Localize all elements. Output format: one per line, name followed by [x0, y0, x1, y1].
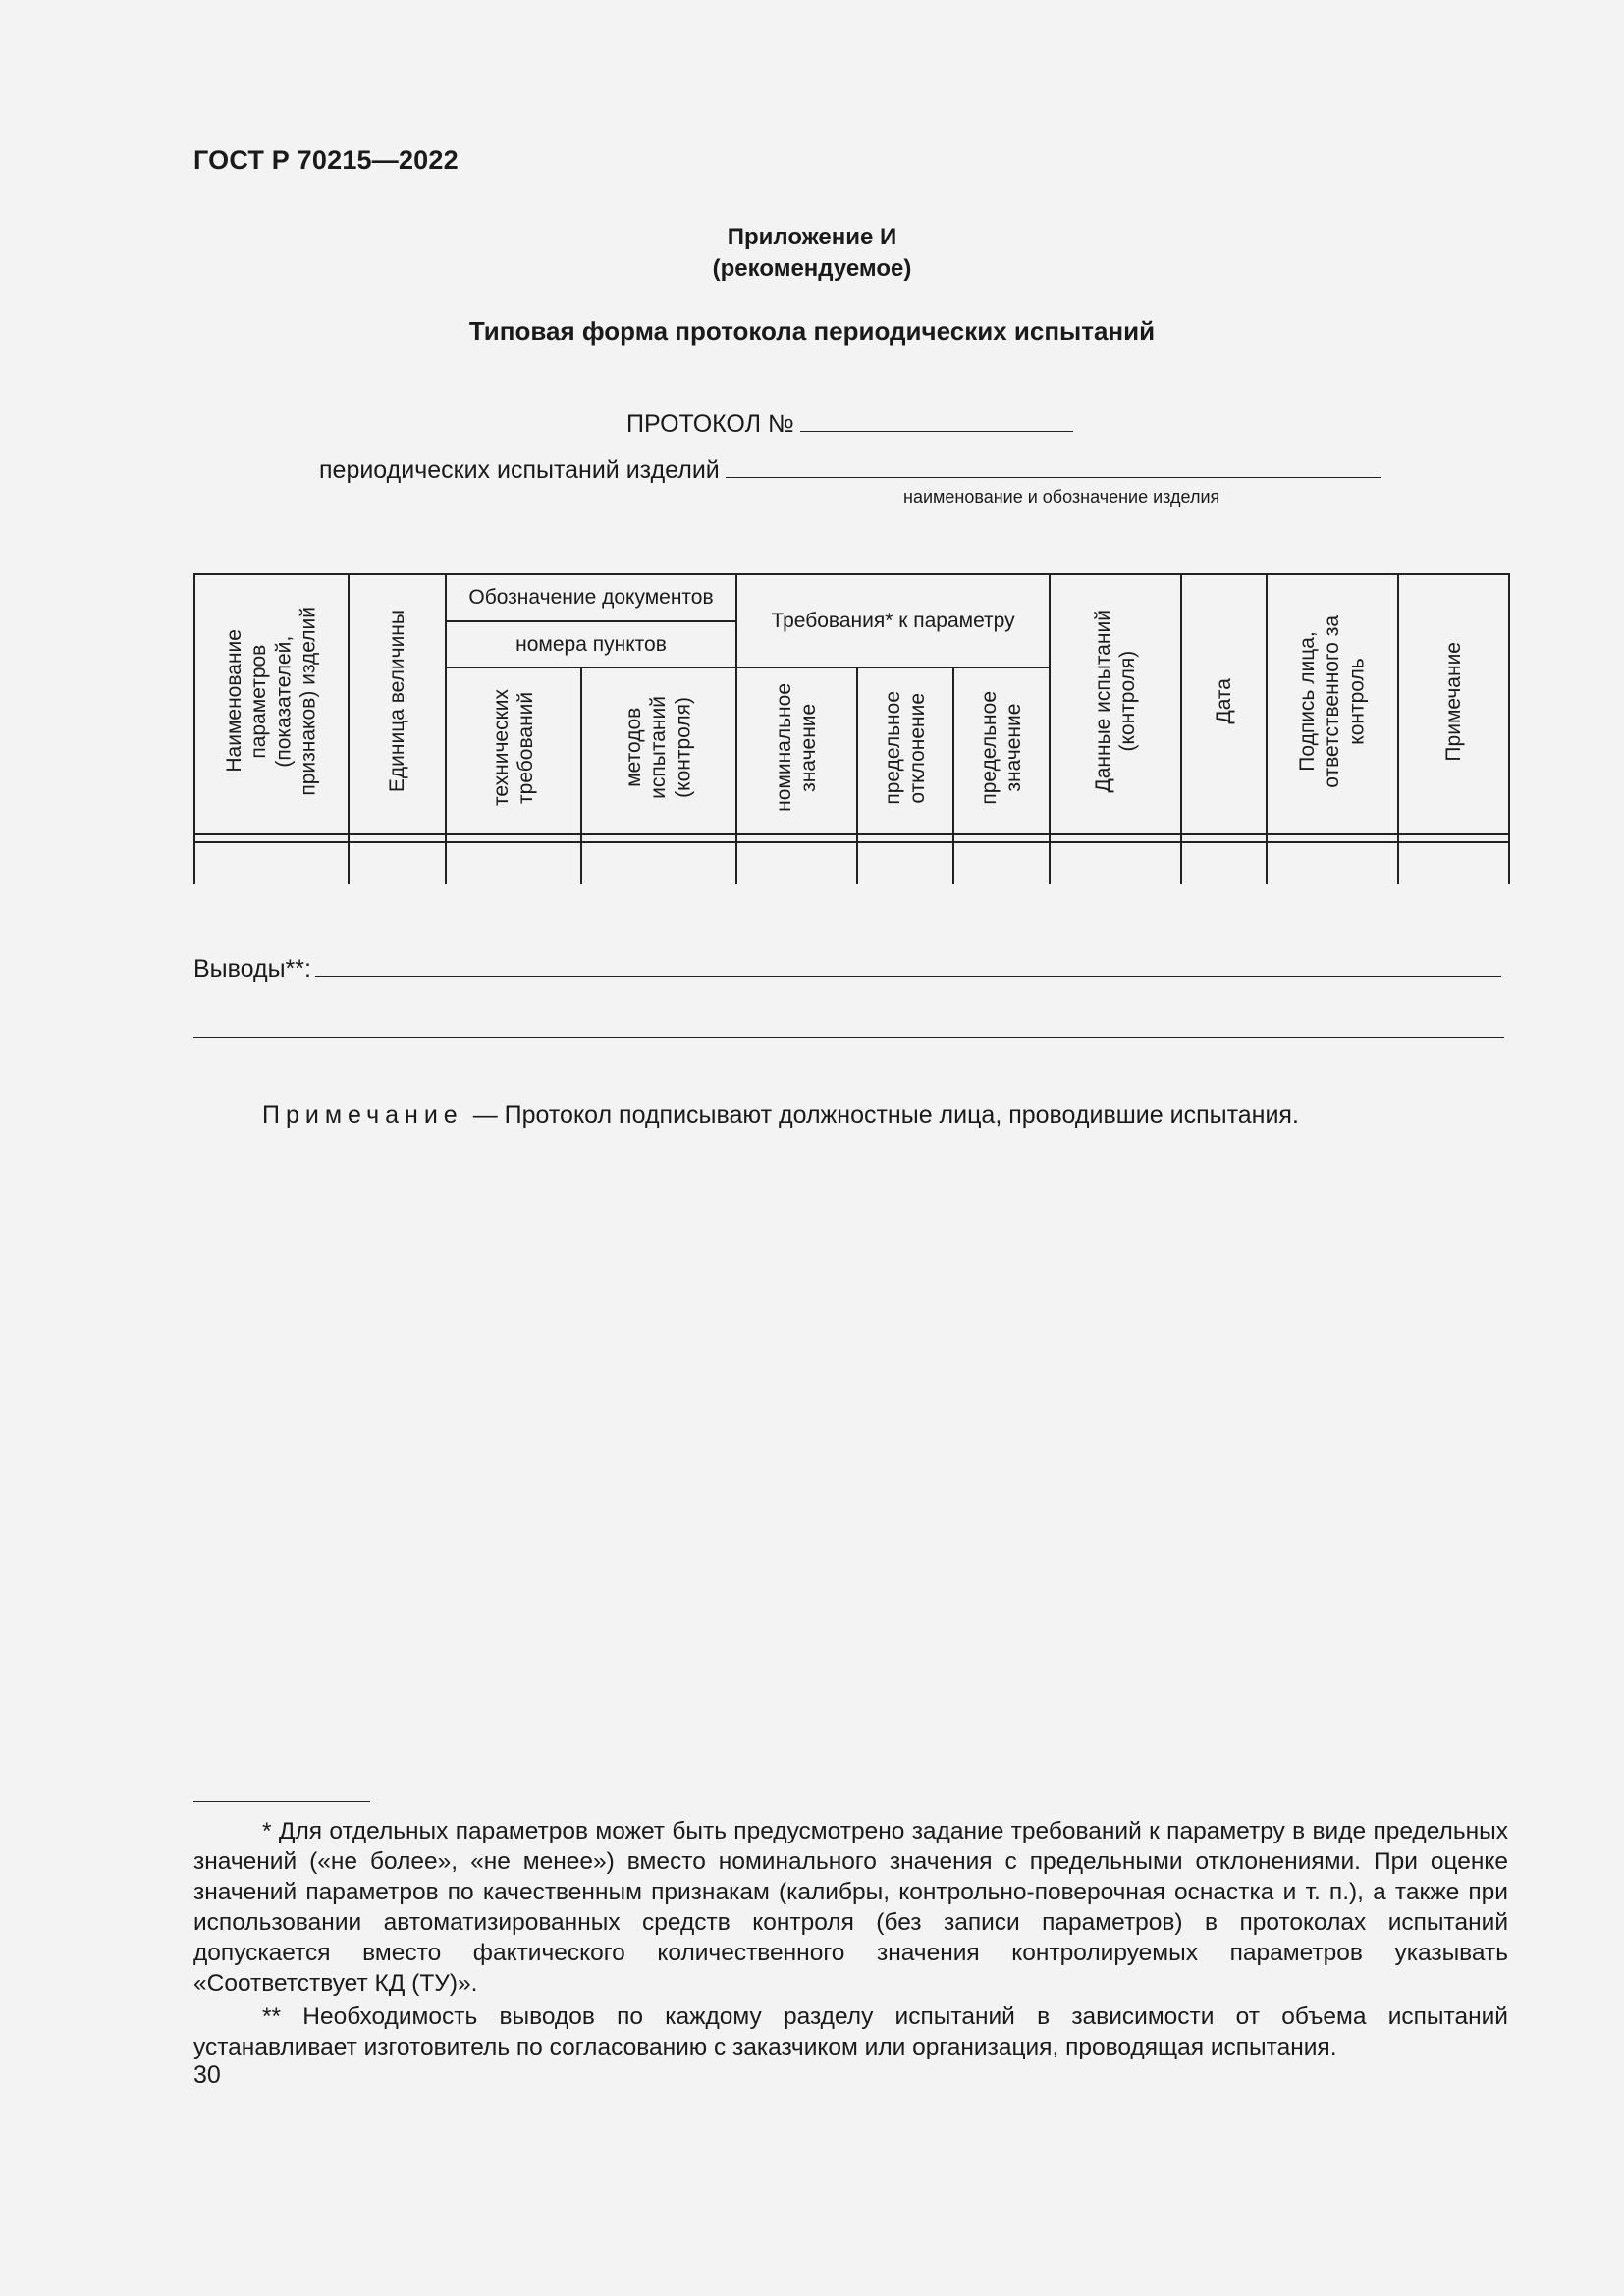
header-signature: Подпись лица, ответственного за контроль — [1267, 574, 1398, 834]
table-cell[interactable] — [857, 842, 953, 884]
protocol-number-line — [626, 410, 1073, 439]
conclusions-label: Выводы**: — [193, 955, 311, 983]
protocol-label: ПРОТОКОЛ № — [626, 410, 794, 438]
header-limit-value: предельное значение — [953, 667, 1050, 834]
product-caption: наименование и обозначение изделия — [903, 487, 1220, 507]
header-requirements: Требования* к параметру — [736, 574, 1050, 667]
table-cell[interactable] — [953, 842, 1050, 884]
table-cell[interactable] — [1267, 842, 1398, 884]
header-separator — [194, 834, 1509, 842]
header-tech-requirements: технических требований — [446, 667, 581, 834]
header-unit: Единица величины — [349, 574, 446, 834]
note — [262, 1101, 1299, 1130]
conclusions-blank-2[interactable] — [193, 1037, 1504, 1038]
table-cell[interactable] — [446, 842, 581, 884]
footnote-first: * Для отдельных параметров может быть предусмотрено задание требований к параметру в виде предельных значений («не более», «не менее») вместо номинального значения с предельными отклонениями. При оценке значений параметров по качественным признакам (калибры, контрольно-поверочная оснастка и т. п.), а также при использовании автоматизированных средств контроля (без записи параметров) в протоколах испытаний допускается вместо фактического количественного значения контролируемых параметров указывать «Соответствует КД (ТУ)». — [193, 1818, 1508, 1997]
page-number: 30 — [193, 2061, 221, 2089]
table-cell[interactable] — [1398, 842, 1509, 884]
header-limit-deviation: предельное отклонение — [857, 667, 953, 834]
protocol-number-blank[interactable] — [800, 411, 1073, 432]
table-cell[interactable] — [1181, 842, 1267, 884]
header-test-methods: методов испытаний (контроля) — [581, 667, 736, 834]
header-nominal: номинальное значение — [736, 667, 857, 834]
header-remark: Примечание — [1398, 574, 1509, 834]
product-name-blank[interactable] — [726, 457, 1381, 478]
footnote-rule — [193, 1801, 370, 1802]
conclusions-blank[interactable] — [315, 956, 1501, 977]
footnote-second: ** Необходимость выводов по каждому разделу испытаний в зависимости от объема испытаний устанавливает изготовитель по согласованию с заказчиком или организация, проводящая испытания. — [193, 2003, 1508, 2060]
appendix-title: Приложение И — [727, 224, 897, 250]
periodic-tests-line — [319, 456, 1381, 485]
header-clause-numbers: номера пунктов — [446, 621, 736, 667]
standard-code: ГОСТ Р 70215—2022 — [193, 145, 459, 175]
header-param-name: Наименование параметров (показателей, признаков) изделий — [194, 574, 349, 834]
note-label: Примечание — [262, 1101, 463, 1129]
protocol-table — [193, 573, 1510, 884]
header-doc-designation: Обозначение документов — [446, 574, 736, 621]
periodic-label: периодических испытаний изделий — [319, 456, 720, 484]
form-title: Типовая форма протокола периодических испытаний — [468, 316, 1156, 346]
header-date: Дата — [1181, 574, 1267, 834]
table-cell[interactable] — [349, 842, 446, 884]
appendix-status: (рекомендуемое) — [712, 255, 912, 282]
header-test-data: Данные испытаний (контроля) — [1050, 574, 1181, 834]
table-cell[interactable] — [581, 842, 736, 884]
table-row — [194, 842, 1509, 884]
note-text: — Протокол подписывают должностные лица, проводившие испытания. — [472, 1101, 1299, 1129]
table-cell[interactable] — [736, 842, 857, 884]
table-cell[interactable] — [194, 842, 349, 884]
table-cell[interactable] — [1050, 842, 1181, 884]
conclusions-line — [193, 955, 1501, 984]
